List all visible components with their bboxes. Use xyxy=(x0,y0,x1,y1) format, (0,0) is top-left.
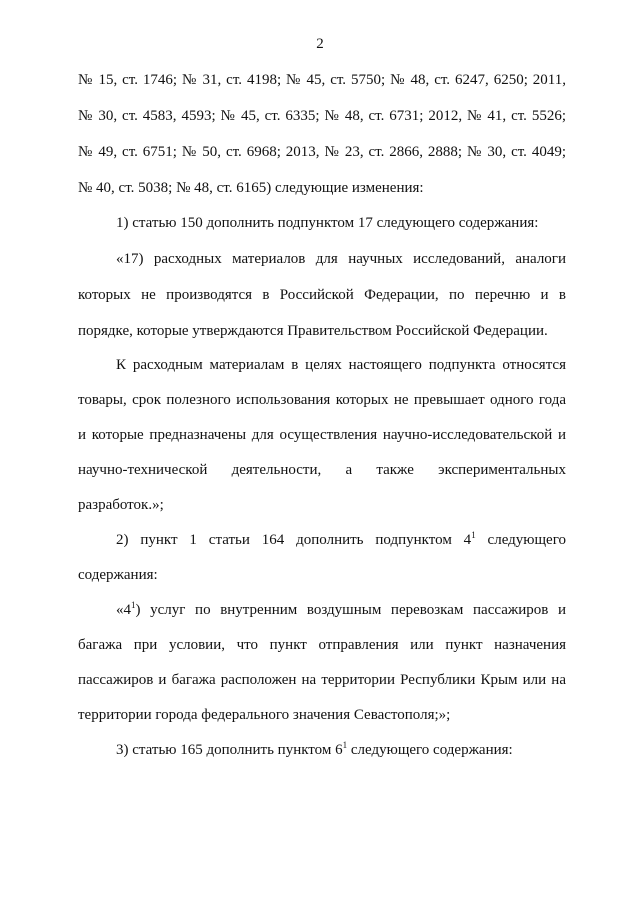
item-3-line xyxy=(116,741,566,759)
quote-4-1-line-1 xyxy=(116,601,566,619)
page-number: 2 xyxy=(316,36,324,52)
item-2-text-after: следующего xyxy=(475,532,566,548)
quote-17-line-1: «17) расходных материалов для научных исследований, аналоги xyxy=(116,251,566,267)
item-1-line: 1) статью 150 дополнить подпунктом 17 следующего содержания: xyxy=(116,215,539,231)
text-line-1: № 15, ст. 1746; № 31, ст. 4198; № 45, ст. 5750; № 48, ст. 6247, 6250; 2011, xyxy=(78,72,566,88)
quote-17-line-2: которых не производятся в Российской Федерации, по перечню и в xyxy=(78,287,566,303)
text-line-4: № 40, ст. 5038; № 48, ст. 6165) следующие изменения: xyxy=(78,180,424,196)
paragraph-line-5: разработок.»; xyxy=(78,497,164,513)
item-2-line-2: содержания: xyxy=(78,567,158,583)
paragraph-line-3: и которые предназначены для осуществления научно-исследовательской и xyxy=(78,427,566,443)
text-line-2: № 30, ст. 4583, 4593; № 45, ст. 6335; № 48, ст. 6731; 2012, № 41, ст. 5526; xyxy=(78,108,566,124)
item-3-text-before: 3) статью 165 дополнить пунктом 6 xyxy=(116,742,343,758)
quote-4-1-text-before: «4 xyxy=(116,602,131,618)
item-3-text-after: следующего содержания: xyxy=(347,742,513,758)
quote-17-line-3: порядке, которые утверждаются Правительством Российской Федерации. xyxy=(78,323,548,339)
paragraph-line-4: научно-технической деятельности, а также экспериментальных xyxy=(78,462,566,478)
quote-4-1-text-after: ) услуг по внутренним воздушным перевозкам пассажиров и xyxy=(135,602,566,618)
paragraph-line-1: К расходным материалам в целях настоящего подпункта относятся xyxy=(116,357,566,373)
quote-4-1-line-3: пассажиров и багажа расположен на территории Республики Крым или на xyxy=(78,672,566,688)
item-2-superscript: 1 xyxy=(471,530,476,540)
item-2-text-before: 2) пункт 1 статьи 164 дополнить подпунктом 4 xyxy=(116,532,472,548)
quote-4-1-line-4: территории города федерального значения Севастополя;»; xyxy=(78,707,451,723)
quote-4-1-line-2: багажа при условии, что пункт отправления или пункт назначения xyxy=(78,637,566,653)
paragraph-line-2: товары, срок полезного использования которых не превышает одного года xyxy=(78,392,566,408)
item-2-line-1 xyxy=(116,531,566,549)
text-line-3: № 49, ст. 6751; № 50, ст. 6968; 2013, № 23, ст. 2866, 2888; № 30, ст. 4049; xyxy=(78,144,566,160)
quote-4-1-superscript: 1 xyxy=(131,600,136,610)
item-3-superscript: 1 xyxy=(342,740,348,750)
